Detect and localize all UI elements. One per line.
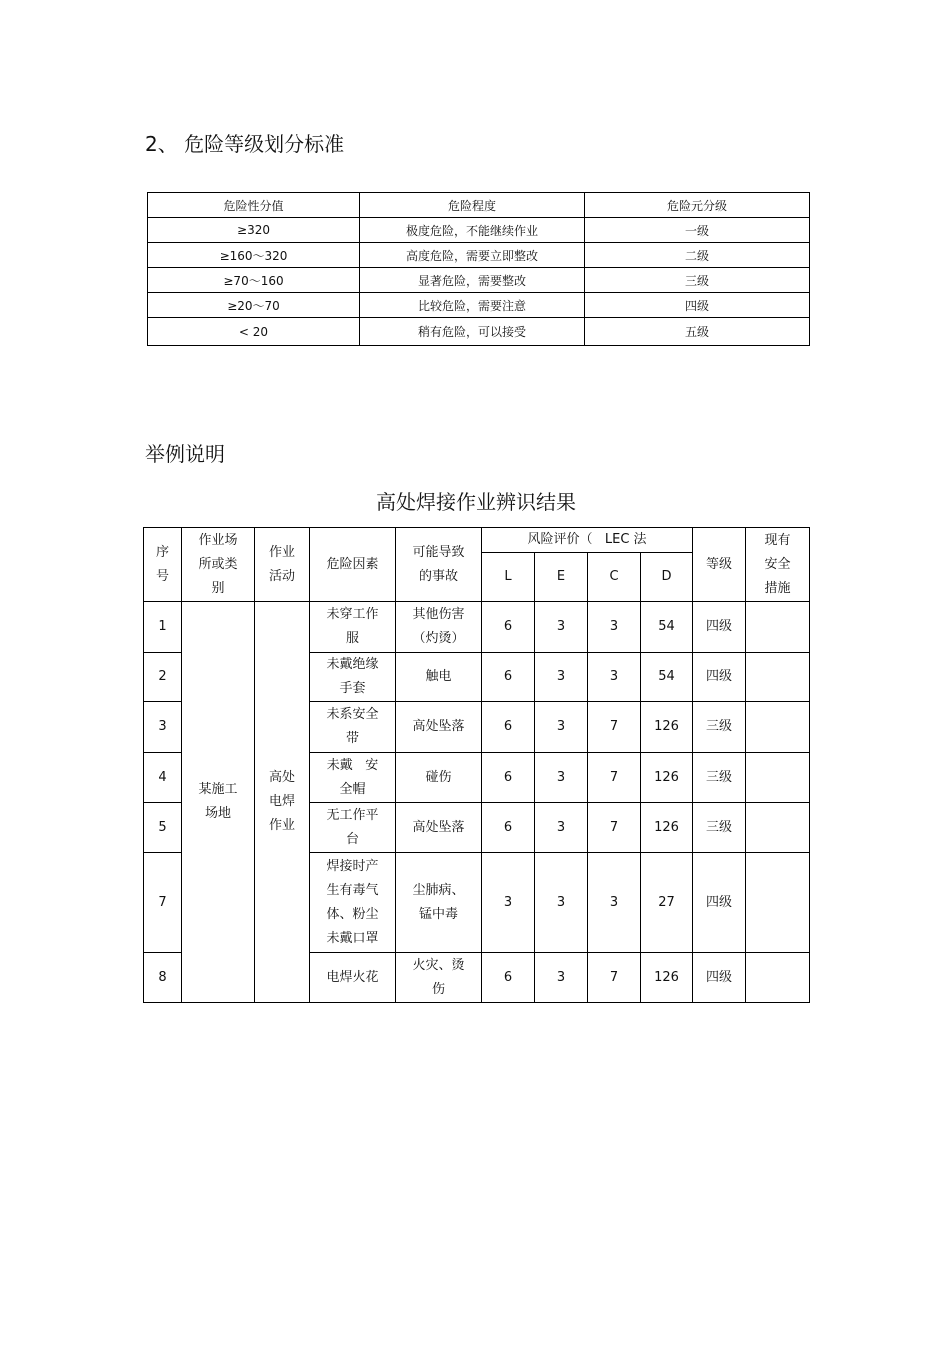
accident-cell: 其他伤害 （灼烫）	[396, 602, 482, 653]
level-cell: 四级	[693, 653, 746, 702]
table-row	[148, 318, 810, 346]
section-heading: 2、 危险等级划分标准	[145, 132, 345, 156]
d-cell: 27	[641, 853, 693, 953]
level-cell: 四级	[693, 953, 746, 1003]
c-cell: 3	[588, 653, 641, 702]
accident-cell: 火灾、烫 伤	[396, 953, 482, 1003]
header-score: 危险性分值	[148, 193, 360, 218]
c-cell: 7	[588, 953, 641, 1003]
header-seq: 序 号	[144, 528, 182, 602]
hazard-cell: 未穿工作 服	[310, 602, 396, 653]
hazard-cell: 电焊火花	[310, 953, 396, 1003]
seq-cell: 8	[144, 953, 182, 1003]
header-degree: 危险程度	[360, 193, 585, 218]
header-grade: 危险元分级	[585, 193, 810, 218]
seq-cell: 5	[144, 803, 182, 853]
c-cell: 3	[588, 602, 641, 653]
hazard-cell: 未戴 安 全帽	[310, 753, 396, 803]
grade-cell: 四级	[585, 293, 810, 318]
d-cell: 54	[641, 602, 693, 653]
level-cell: 三级	[693, 702, 746, 753]
degree-cell: 稍有危险，可以接受	[360, 318, 585, 346]
e-cell: 3	[535, 953, 588, 1003]
measures-cell	[746, 602, 810, 653]
grade-cell: 一级	[585, 218, 810, 243]
header-site: 作业场 所或类 别	[182, 528, 255, 602]
table-row	[148, 243, 810, 268]
seq-cell: 3	[144, 702, 182, 753]
result-header-row	[144, 528, 810, 553]
c-cell: 7	[588, 753, 641, 803]
header-lec: 风险评价（ LEC 法	[482, 528, 693, 553]
accident-cell: 高处坠落	[396, 702, 482, 753]
hazard-cell: 焊接时产 生有毒气 体、粉尘 未戴口罩	[310, 853, 396, 953]
degree-cell: 高度危险，需要立即整改	[360, 243, 585, 268]
header-hazard: 危险因素	[310, 528, 396, 602]
seq-cell: 1	[144, 602, 182, 653]
score-cell: ≥160～320	[148, 243, 360, 268]
table-row	[144, 602, 810, 653]
table-row	[148, 293, 810, 318]
seq-cell: 2	[144, 653, 182, 702]
l-cell: 6	[482, 803, 535, 853]
measures-cell	[746, 753, 810, 803]
score-cell: < 20	[148, 318, 360, 346]
c-cell: 3	[588, 853, 641, 953]
score-cell: ≥320	[148, 218, 360, 243]
site-cell: 某施工 场地	[182, 602, 255, 1003]
example-heading: 举例说明	[145, 442, 225, 466]
e-cell: 3	[535, 753, 588, 803]
d-cell: 126	[641, 753, 693, 803]
grade-cell: 五级	[585, 318, 810, 346]
level-cell: 四级	[693, 853, 746, 953]
accident-cell: 高处坠落	[396, 803, 482, 853]
seq-cell: 7	[144, 853, 182, 953]
accident-cell: 碰伤	[396, 753, 482, 803]
measures-cell	[746, 653, 810, 702]
l-cell: 6	[482, 753, 535, 803]
score-cell: ≥20～70	[148, 293, 360, 318]
e-cell: 3	[535, 602, 588, 653]
accident-cell: 尘肺病、 锰中毒	[396, 853, 482, 953]
grading-table-header	[148, 193, 810, 218]
c-cell: 7	[588, 803, 641, 853]
header-l: L	[482, 553, 535, 602]
degree-cell: 显著危险，需要整改	[360, 268, 585, 293]
l-cell: 6	[482, 602, 535, 653]
d-cell: 126	[641, 702, 693, 753]
d-cell: 126	[641, 953, 693, 1003]
l-cell: 6	[482, 953, 535, 1003]
measures-cell	[746, 803, 810, 853]
header-activity: 作业 活动	[255, 528, 310, 602]
score-cell: ≥70～160	[148, 268, 360, 293]
header-measures: 现有 安全 措施	[746, 528, 810, 602]
grade-cell: 三级	[585, 268, 810, 293]
d-cell: 54	[641, 653, 693, 702]
result-table-title: 高处焊接作业辨识结果	[376, 490, 576, 514]
level-cell: 三级	[693, 803, 746, 853]
hazard-cell: 未系安全 带	[310, 702, 396, 753]
result-table	[143, 527, 810, 1003]
hazard-cell: 未戴绝缘 手套	[310, 653, 396, 702]
d-cell: 126	[641, 803, 693, 853]
grade-cell: 二级	[585, 243, 810, 268]
table-row	[148, 268, 810, 293]
hazard-cell: 无工作平 台	[310, 803, 396, 853]
measures-cell	[746, 702, 810, 753]
header-level: 等级	[693, 528, 746, 602]
activity-cell: 高处 电焊 作业	[255, 602, 310, 1003]
l-cell: 3	[482, 853, 535, 953]
header-c: C	[588, 553, 641, 602]
grading-table	[147, 192, 810, 346]
level-cell: 三级	[693, 753, 746, 803]
l-cell: 6	[482, 702, 535, 753]
level-cell: 四级	[693, 602, 746, 653]
table-row	[148, 218, 810, 243]
e-cell: 3	[535, 803, 588, 853]
e-cell: 3	[535, 702, 588, 753]
header-d: D	[641, 553, 693, 602]
e-cell: 3	[535, 653, 588, 702]
header-accident: 可能导致 的事故	[396, 528, 482, 602]
e-cell: 3	[535, 853, 588, 953]
degree-cell: 比较危险，需要注意	[360, 293, 585, 318]
measures-cell	[746, 953, 810, 1003]
measures-cell	[746, 853, 810, 953]
degree-cell: 极度危险，不能继续作业	[360, 218, 585, 243]
accident-cell: 触电	[396, 653, 482, 702]
l-cell: 6	[482, 653, 535, 702]
header-e: E	[535, 553, 588, 602]
c-cell: 7	[588, 702, 641, 753]
seq-cell: 4	[144, 753, 182, 803]
